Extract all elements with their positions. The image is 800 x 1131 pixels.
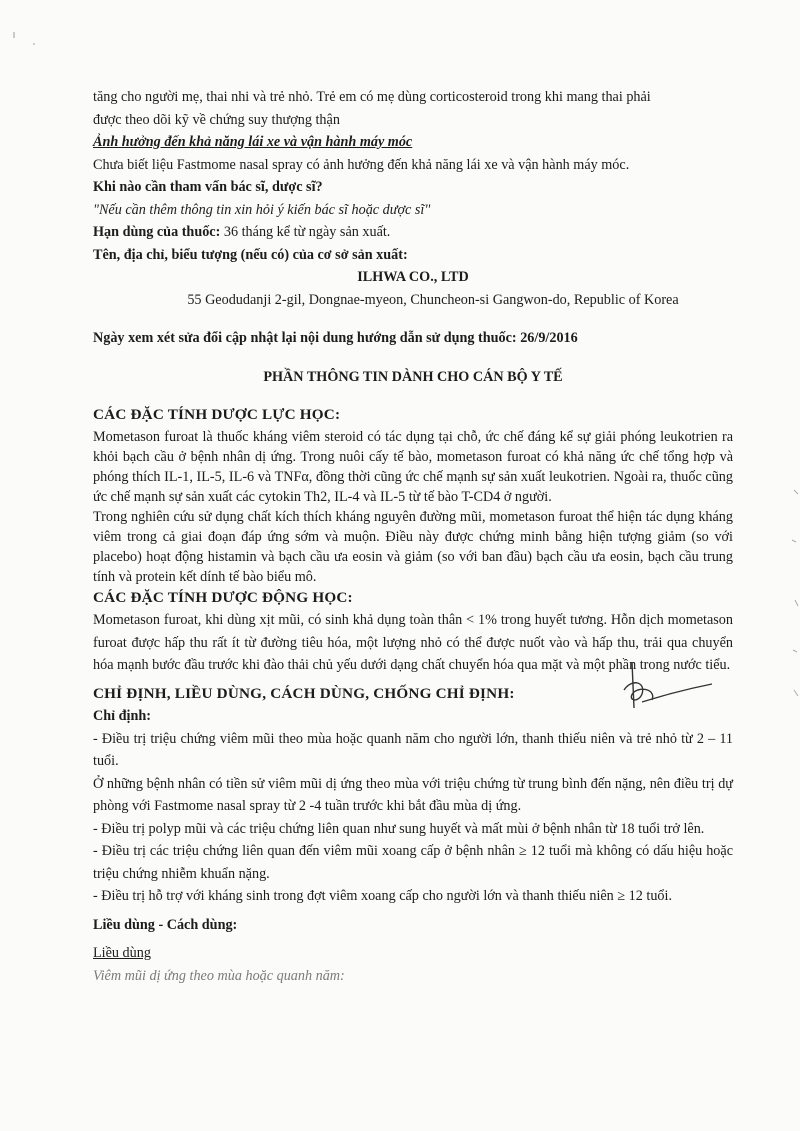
revision-date: Ngày xem xét sửa đổi cập nhật lại nội dung hướng dẫn sử dụng thuốc: 26/9/2016 bbox=[93, 330, 578, 346]
dosage-faint-line: Viêm mũi dị ứng theo mùa hoặc quanh năm: bbox=[93, 967, 345, 984]
document-body bbox=[93, 86, 733, 987]
indication-item: - Điều trị polyp mũi và các triệu chứng liên quan như sung huyết và mất mùi ở bệnh nhân từ 18 tuổi trở lên. bbox=[93, 820, 705, 837]
indication-item: - Điều trị hỗ trợ với kháng sinh trong đợt viêm xoang cấp cho người lớn và thanh thiếu niên ≥ 12 tuổi. bbox=[93, 888, 673, 904]
indication-item: - Điều trị triệu chứng viêm mũi theo mùa hoặc quanh năm cho người lớn, thanh thiếu niên và trẻ nhỏ từ 2 – 11 tuổi. bbox=[93, 730, 733, 769]
pharmacodynamics-paragraph-2: Trong nghiên cứu sử dụng chất kích thích kháng nguyên đường mũi, mometason furoat thể hiện tác dụng kháng viêm trong cả giai đoạn đáp ứng sớm và muộn. Điều này được chứng minh bằng hiện tượng giảm (so với placebo) hoạt động histamin và bạch cầu ưa eosin và giảm (so với ban đầu) bạch cầu ưa eosin, bạch cầu trung tính và protein kết dính tế bào biểu mô. bbox=[93, 508, 733, 585]
shelf-life-label: Hạn dùng của thuốc: bbox=[93, 224, 221, 240]
indication-item: - Điều trị các triệu chứng liên quan đến viêm mũi xoang cấp ở bệnh nhân ≥ 12 tuổi mà không có dấu hiệu hoặc triệu chứng nhiễm khuẩn nặng. bbox=[93, 843, 733, 882]
section-title: PHẦN THÔNG TIN DÀNH CHO CÁN BỘ Y TẾ bbox=[263, 368, 563, 385]
indication-item: Ở những bệnh nhân có tiền sử viêm mũi dị ứng theo mùa với triệu chứng từ trung bình đến nặng, nên điều trị dự phòng với Fastmome nasal spray từ 2 -4 tuần trước khi bắt đầu mùa dị ứng. bbox=[93, 775, 733, 814]
text-line: tăng cho người mẹ, thai nhi và trẻ nhỏ. Trẻ em có mẹ dùng corticosteroid trong khi mang thai phải bbox=[93, 89, 651, 105]
text-line: được theo dõi kỹ về chứng suy thượng thận bbox=[93, 111, 340, 128]
dosage-subheading: Liều dùng bbox=[93, 945, 151, 961]
scan-edge-marks bbox=[786, 480, 800, 710]
manufacturer-heading: Tên, địa chỉ, biểu tượng (nếu có) của cơ sở sản xuất: bbox=[93, 246, 408, 263]
pharmacodynamics-heading: CÁC ĐẶC TÍNH DƯỢC LỰC HỌC: bbox=[93, 406, 341, 423]
handwritten-signature bbox=[612, 660, 722, 720]
manufacturer-name: ILHWA CO., LTD bbox=[357, 269, 469, 285]
indications-heading: CHỈ ĐỊNH, LIỀU DÙNG, CÁCH DÙNG, CHỐNG CHỈ ĐỊNH: bbox=[93, 684, 515, 702]
shelf-life-value: 36 tháng kể từ ngày sản xuất. bbox=[220, 224, 391, 240]
pharmacokinetics-heading: CÁC ĐẶC TÍNH DƯỢC ĐỘNG HỌC: bbox=[93, 588, 353, 606]
shelf-life bbox=[93, 221, 733, 244]
pharmacokinetics-paragraph: Mometason furoat, khi dùng xịt mũi, có sinh khả dụng toàn thân < 1% trong huyết tương. Hỗn dịch mometason furoat được hấp thu rất ít từ đường tiêu hóa, một lượng nhỏ có thể được nuốt vào và hấp thu, trải qua chuyển hóa mạnh bước đầu trước khi đào thải chủ yếu dưới dạng chất chuyển hóa qua mặt và một phần trong nước tiểu. bbox=[93, 612, 733, 673]
manufacturer-address: 55 Geodudanji 2-gil, Dongnae-myeon, Chuncheon-si Gangwon-do, Republic of Korea bbox=[187, 291, 679, 308]
scan-mark bbox=[10, 30, 40, 50]
driving-heading: Ảnh hưởng đến khả năng lái xe và vận hành máy móc bbox=[93, 134, 413, 150]
consult-heading: Khi nào cần tham vấn bác sĩ, dược sĩ? bbox=[93, 179, 323, 195]
dosage-heading: Liều dùng - Cách dùng: bbox=[93, 916, 238, 933]
consult-text: "Nếu cần thêm thông tin xin hỏi ý kiến bác sĩ hoặc dược sĩ" bbox=[93, 201, 431, 218]
driving-text: Chưa biết liệu Fastmome nasal spray có ảnh hưởng đến khả năng lái xe và vận hành máy móc. bbox=[93, 156, 630, 173]
indications-subheading: Chỉ định: bbox=[93, 708, 151, 724]
pharmacodynamics-paragraph-1: Mometason furoat là thuốc kháng viêm steroid có tác dụng tại chỗ, ức chế đáng kể sự giải phóng leukotrien ra khỏi bạch cầu ở bệnh nhân dị ứng. Trong nuôi cấy tế bào, mometason furoat có khả năng ức chế tổng hợp và phóng thích IL-1, IL-5, IL-6 và TNFα, đồng thời cũng ức chế mạnh sự sản xuất leukotrien. Ngoài ra, thuốc cũng ức chế mạnh sự sản xuất các cytokin Th2, IL-4 và IL-5 từ tế bào T-CD4 ở người. bbox=[93, 428, 733, 505]
